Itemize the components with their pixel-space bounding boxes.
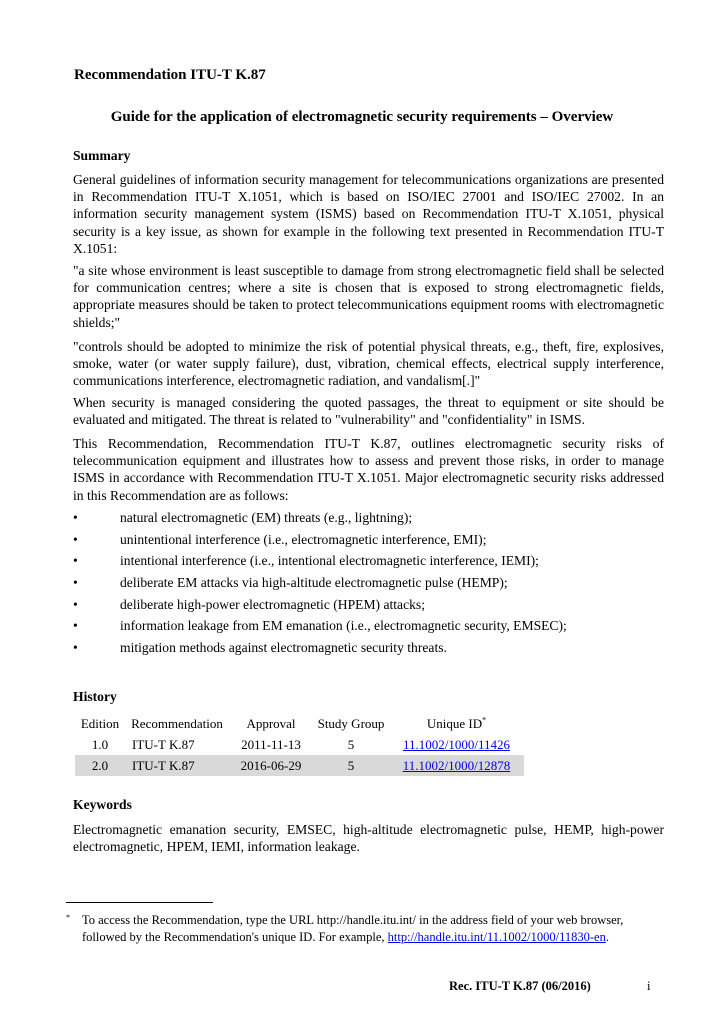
bullet-icon: • <box>73 618 78 634</box>
footnote-marker: * <box>66 913 70 922</box>
study-group-cell: 5 <box>347 736 355 752</box>
summary-paragraph-3: This Recommendation, Recommendation ITU-T K.87, outlines electromagnetic security risks of telecommunication equipment and illustrates how to assess and prevent those risks, in order to manage ISMS in accordance with Recommendation ITU-T X.1051. Major electromagnetic security risks addressed in this Recommendation are as follows: <box>73 436 664 503</box>
list-item: • natural electromagnetic (EM) threats (e.g., lightning); <box>73 510 413 525</box>
unique-id-cell <box>389 734 524 755</box>
bullet-icon: • <box>73 510 78 525</box>
bullet-icon: • <box>73 640 78 656</box>
page-footer-label: Rec. ITU-T K.87 (06/2016) <box>449 979 591 993</box>
footnote-text: To access the Recommendation, type the URL http://handle.itu.int/ in the address field of your web browser, followed by the Recommendation's unique ID. For example, <box>82 913 624 944</box>
approval-cell: 2011-11-13 <box>241 736 301 752</box>
table-header-row <box>75 713 524 734</box>
summary-heading: Summary <box>73 148 131 163</box>
history-table <box>75 713 524 776</box>
recommendation-cell: ITU-T K.87 <box>125 755 229 776</box>
edition-cell: 2.0 <box>75 755 125 776</box>
summary-paragraph-1: General guidelines of information security management for telecommunications organizations are presented in Recommendation ITU-T X.1051, which is based on ISO/IEC 27001 and ISO/IEC 27002. In an information security management system (ISMS) based on Recommendation ITU-T X.1051, physical security is a key issue, as shown for example in the following text presented in Recommendation ITU-T X.1051: <box>73 172 664 256</box>
column-header: Recommendation <box>131 715 223 731</box>
footnote-example-link[interactable]: http://handle.itu.int/11.1002/1000/11830-en <box>387 929 606 944</box>
keywords-heading: Keywords <box>73 797 132 812</box>
list-item: • deliberate high-power electromagnetic (HPEM) attacks; <box>73 596 425 612</box>
recommendation-cell: ITU-T K.87 <box>132 736 195 752</box>
table-row <box>75 734 524 755</box>
summary-paragraph-2: When security is managed considering the quoted passages, the threat to equipment or site should be evaluated and mitigated. The threat is related to "vulnerability" and "confidentiality" in ISMS. <box>73 395 664 428</box>
footnote-divider <box>66 902 213 903</box>
unique-id-link[interactable]: 11.1002/1000/11426 <box>402 736 510 752</box>
list-item: • mitigation methods against electromagnetic security threats. <box>73 640 447 656</box>
column-header: Unique ID* <box>426 715 487 731</box>
table-row <box>75 755 524 776</box>
recommendation-number: Recommendation ITU-T K.87 <box>74 67 266 83</box>
bullet-icon: • <box>73 575 78 591</box>
unique-id-link[interactable]: 11.1002/1000/12878 <box>402 757 511 773</box>
unique-id-cell <box>389 755 524 776</box>
bullet-icon: • <box>73 596 78 612</box>
study-group-cell: 5 <box>313 755 389 776</box>
risk-list <box>73 510 664 662</box>
column-header: Study Group <box>317 715 385 731</box>
bullet-icon: • <box>73 531 78 547</box>
footnote: * To access the Recommendation, type the URL http://handle.itu.int/ in the address field of your web browser, followed by the Recommendation's unique ID. For example, http://handle.itu.int/11.1002/1000/11830-en. <box>66 912 664 945</box>
page-title: Guide for the application of electromagnetic security requirements – Overview <box>110 109 614 125</box>
page-number: i <box>647 979 651 993</box>
history-heading: History <box>73 689 117 704</box>
column-header: Edition <box>80 715 120 731</box>
list-item: • information leakage from EM emanation (i.e., electromagnetic security, EMSEC); <box>73 618 567 634</box>
column-header: Approval <box>246 715 296 731</box>
keywords-text: Electromagnetic emanation security, EMSEC, high-altitude electromagnetic pulse, HEMP, high-power electromagnetic, HPEM, IEMI, information leakage. <box>73 822 664 855</box>
summary-quote-2: "controls should be adopted to minimize the risk of potential physical threats, e.g., theft, fire, explosives, smoke, water (or water supply failure), dust, vibration, chemical effects, electrical supply interference, communications interference, electromagnetic radiation, and vandalism[.]" <box>73 339 664 389</box>
summary-quote-1: "a site whose environment is least susceptible to damage from strong electromagnetic field shall be selected for communication centres; where a site is chosen that is exposed to strong electromagnetic fields, appropriate measures should be taken to protect telecommunications equipment rooms with electromagnetic shields;" <box>73 263 664 330</box>
edition-cell: 1.0 <box>91 736 109 752</box>
list-item: • unintentional interference (i.e., electromagnetic interference, EMI); <box>73 531 487 547</box>
list-item: • intentional interference (i.e., intentional electromagnetic interference, IEMI); <box>73 553 539 569</box>
footnote-marker: * <box>482 715 487 725</box>
bullet-icon: • <box>73 553 78 569</box>
list-item: • deliberate EM attacks via high-altitude electromagnetic pulse (HEMP); <box>73 575 508 591</box>
approval-cell: 2016-06-29 <box>229 755 313 776</box>
